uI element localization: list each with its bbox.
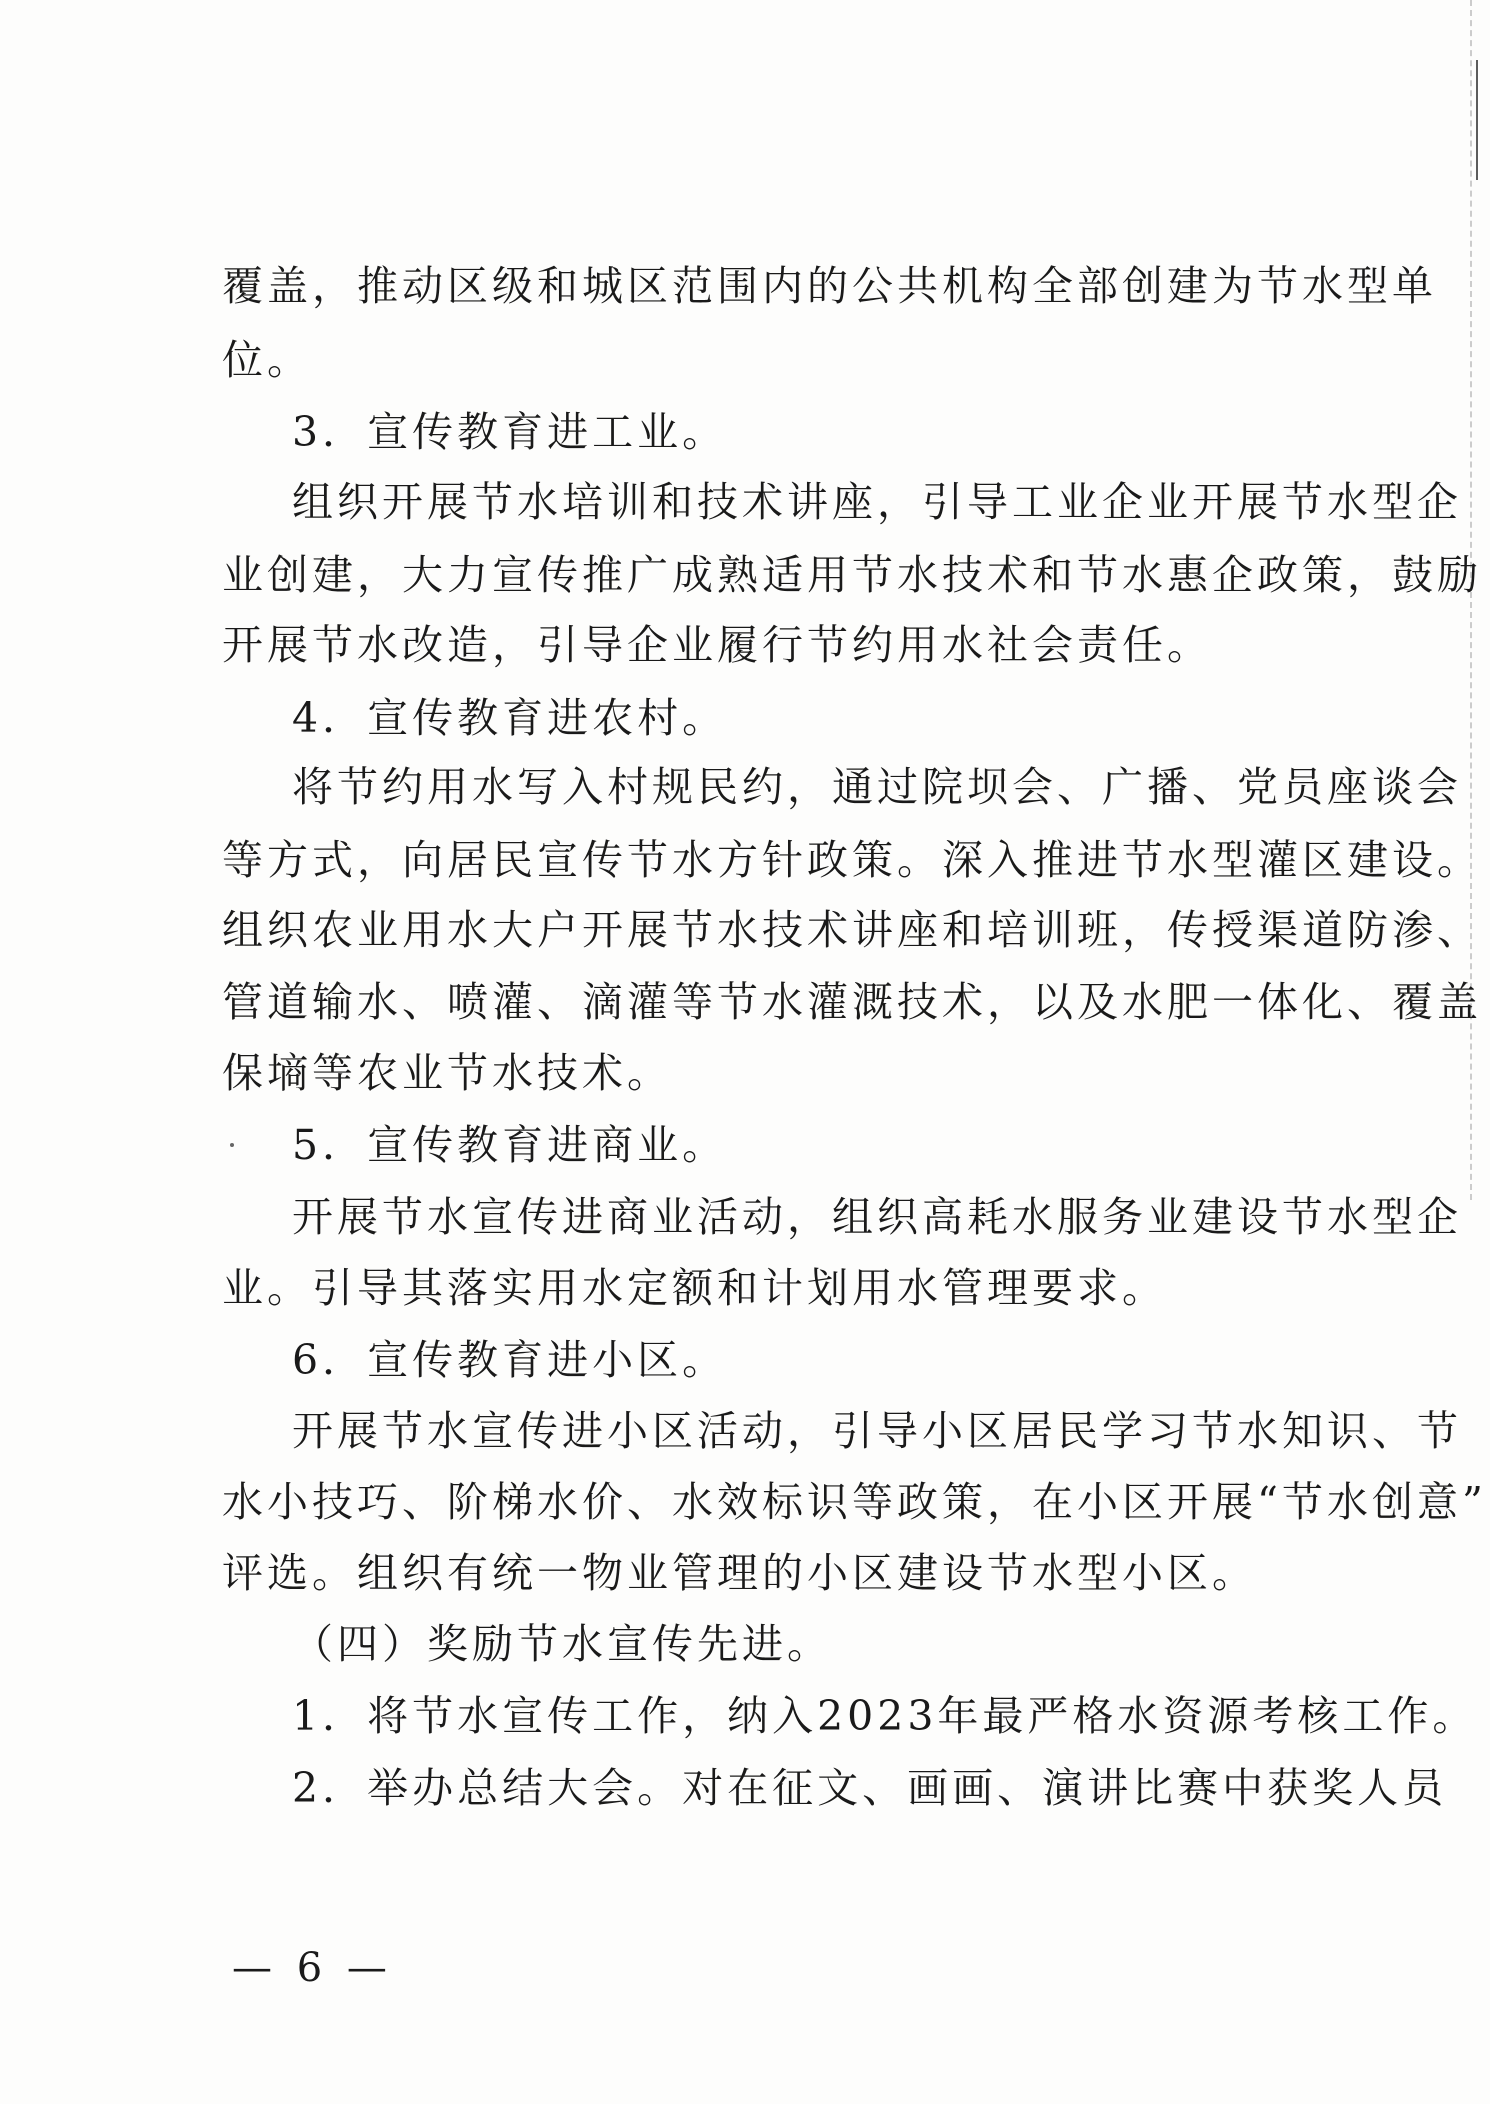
body-line-1: 覆盖，推动区级和城区范围内的公共机构全部创建为节水型单	[222, 262, 1437, 310]
body-line-11: 管道输水、喷灌、滴灌等节水灌溉技术，以及水肥一体化、覆盖	[222, 978, 1482, 1026]
body-line-8: 将节约用水写入村规民约，通过院坝会、广播、党员座谈会	[292, 763, 1462, 811]
body-line-4: 组织开展节水培训和技术讲座，引导工业企业开展节水型企	[292, 478, 1462, 526]
body-line-2: 位。	[222, 336, 312, 384]
section-heading-6: 6．宣传教育进小区。	[292, 1336, 728, 1384]
body-line-22: 2．举办总结大会。对在征文、画画、演讲比赛中获奖人员	[292, 1764, 1448, 1812]
body-line-21: 1．将节水宣传工作，纳入2023年最严格水资源考核工作。	[292, 1692, 1478, 1740]
body-line-5: 业创建，大力宣传推广成熟适用节水技术和节水惠企政策，鼓励	[222, 551, 1482, 599]
body-line-19: 评选。组织有统一物业管理的小区建设节水型小区。	[222, 1549, 1257, 1597]
section-heading-3: 3．宣传教育进工业。	[292, 408, 728, 456]
body-line-12: 保墒等农业节水技术。	[222, 1049, 672, 1097]
body-line-6: 开展节水改造，引导企业履行节约用水社会责任。	[222, 621, 1212, 669]
body-line-10: 组织农业用水大户开展节水技术讲座和培训班，传授渠道防渗、	[222, 906, 1482, 954]
body-line-14: 开展节水宣传进商业活动，组织高耗水服务业建设节水型企	[292, 1193, 1462, 1241]
body-line-17: 开展节水宣传进小区活动，引导小区居民学习节水知识、节	[292, 1407, 1462, 1455]
body-line-9: 等方式，向居民宣传节水方针政策。深入推进节水型灌区建设。	[222, 836, 1482, 884]
scan-speck	[230, 1143, 234, 1147]
subsection-heading-4: （四）奖励节水宣传先进。	[292, 1620, 832, 1668]
body-line-18: 水小技巧、阶梯水价、水效标识等政策，在小区开展“节水创意”	[222, 1478, 1487, 1526]
section-heading-4: 4．宣传教育进农村。	[292, 694, 728, 742]
body-line-15: 业。引导其落实用水定额和计划用水管理要求。	[222, 1264, 1167, 1312]
scan-edge-mark	[1476, 60, 1478, 180]
page-number: — 6 —	[232, 1945, 393, 1991]
section-heading-5: 5．宣传教育进商业。	[292, 1121, 728, 1169]
